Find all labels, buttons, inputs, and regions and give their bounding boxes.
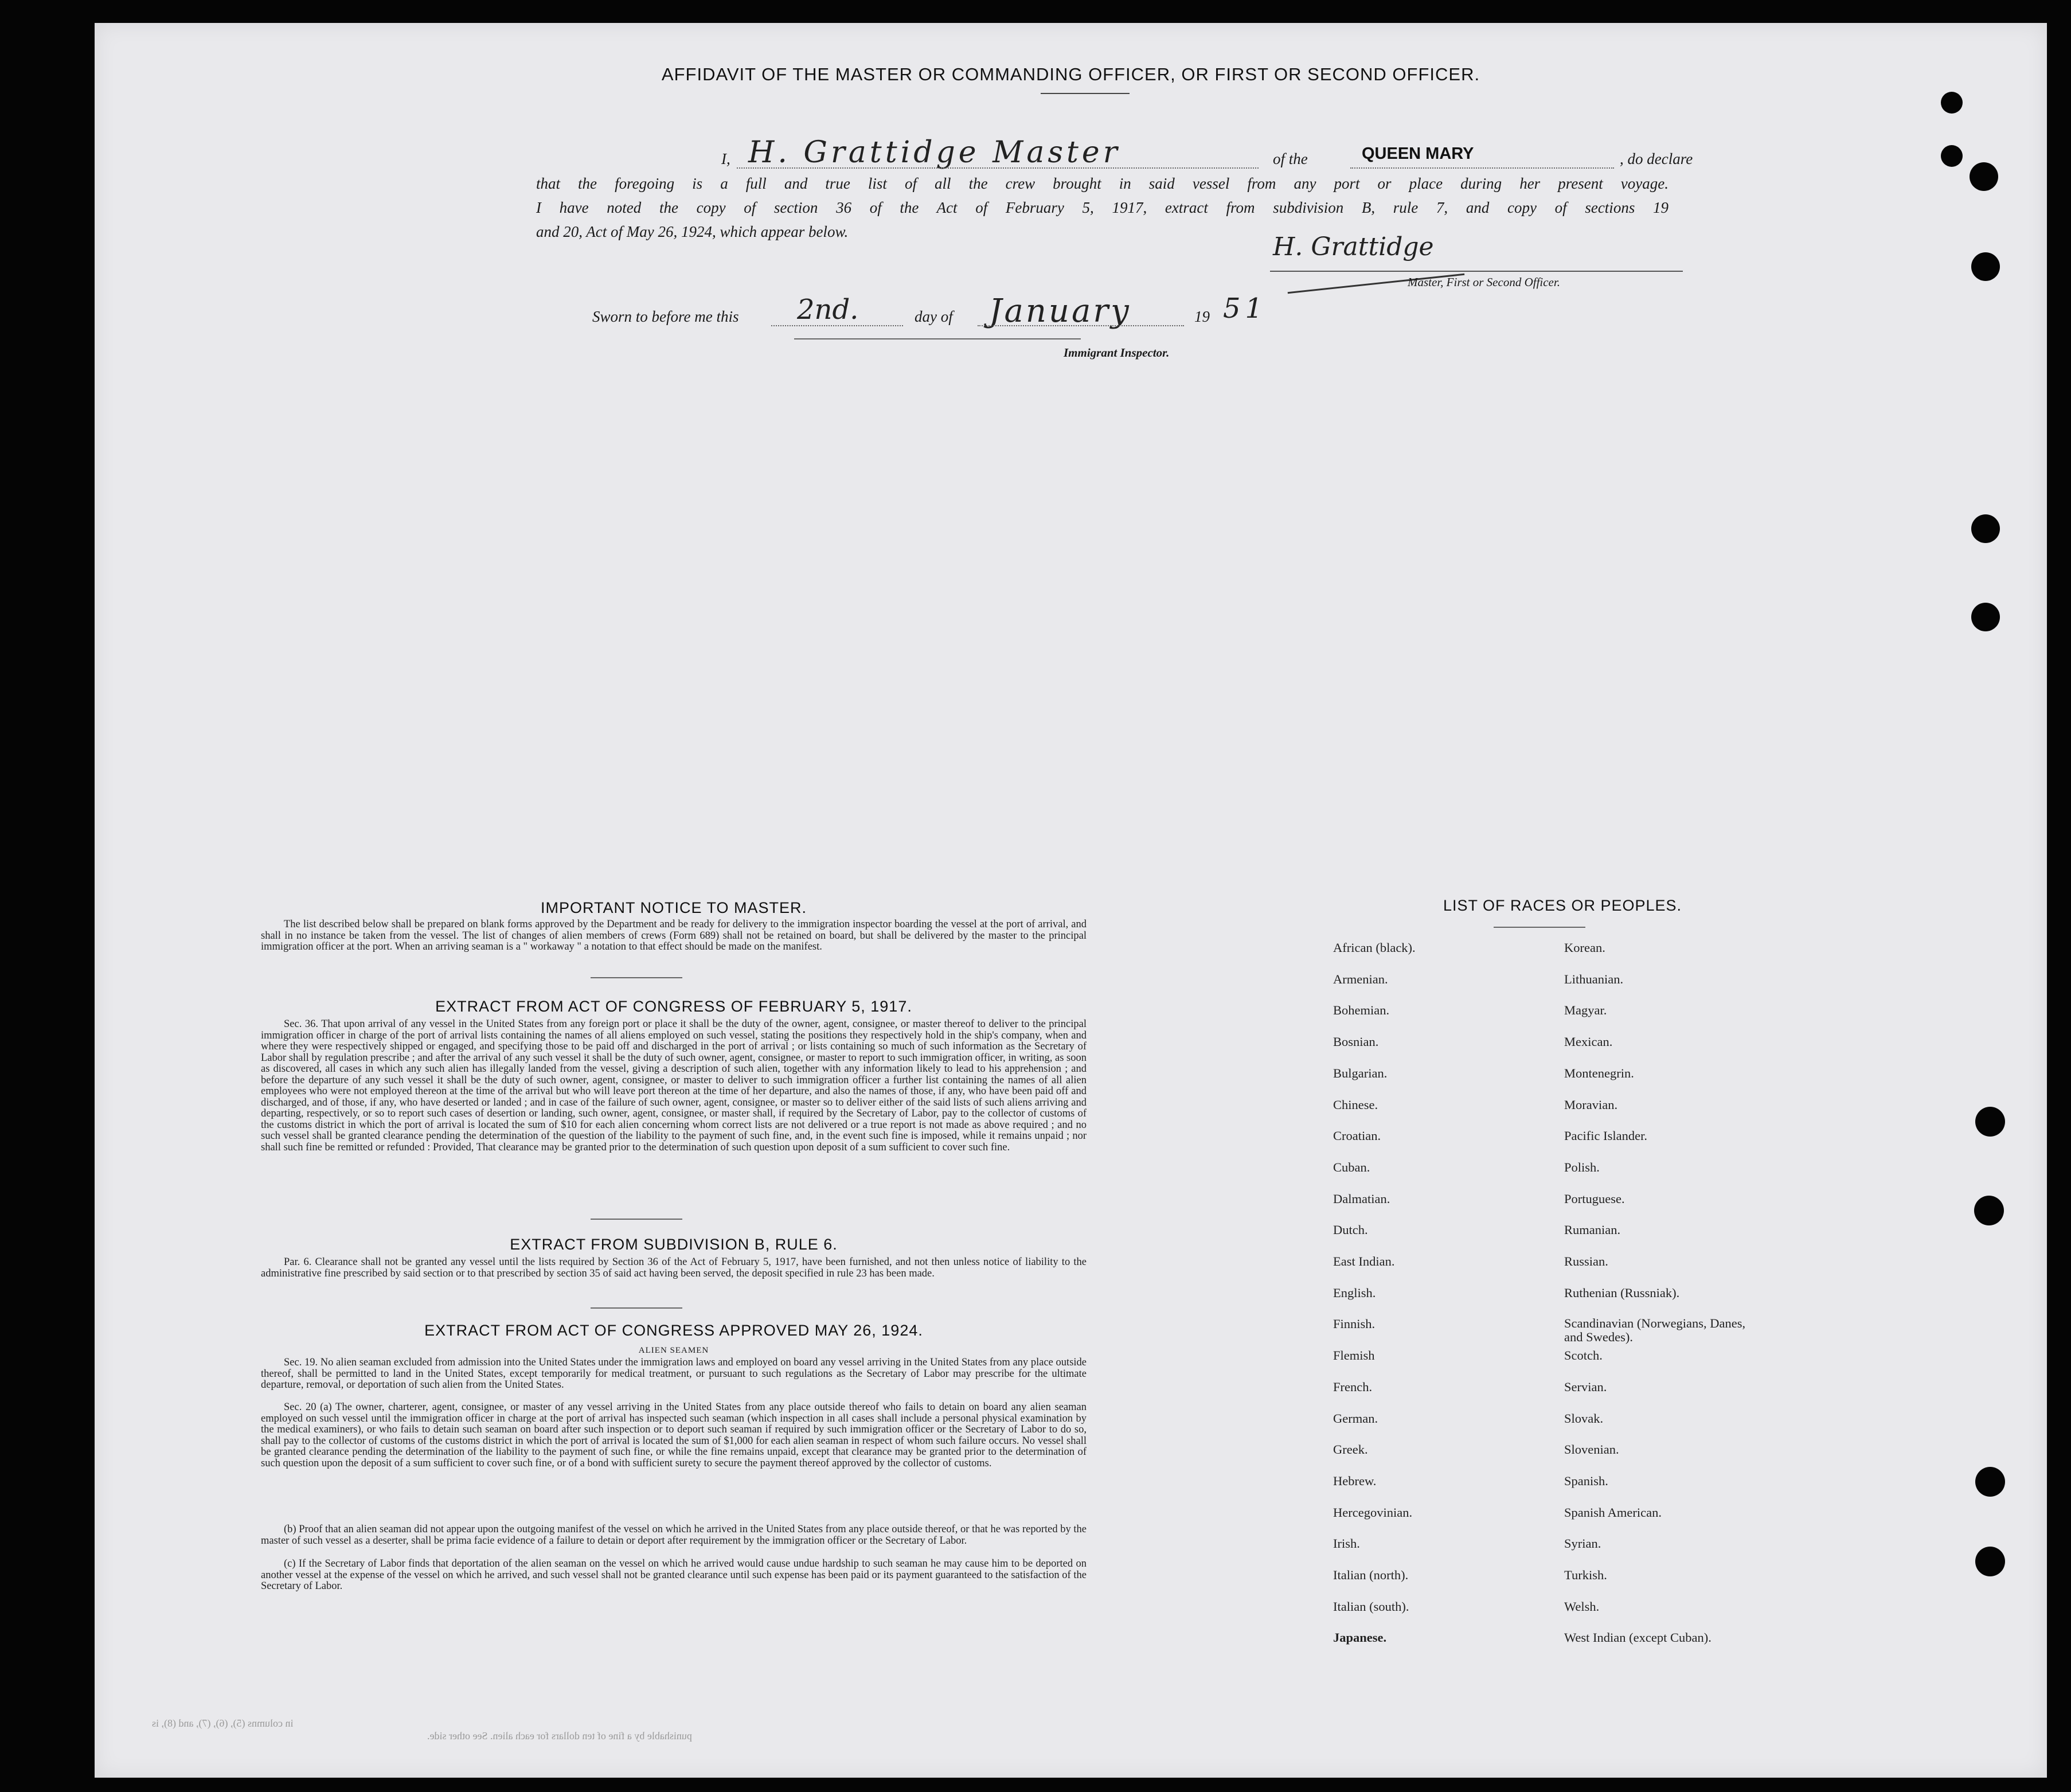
master-name-line xyxy=(737,167,1259,169)
race-item: Dutch. xyxy=(1333,1223,1368,1237)
race-item: Spanish. xyxy=(1564,1473,1608,1488)
sworn-day: 2nd. xyxy=(797,294,859,326)
sworn-prefix: Sworn to before me this xyxy=(592,308,739,325)
subdivision-b-text: Par. 6. Clearance shall not be granted any vessel until the lists required by Section 36 of the Act of February 5, 1917, have been furnished, and not then unless notice of liability to the administrative fine prescribed by said section or to that prescribed by section 35 of said act having been served, the deposit specified in rule 23 has been made. xyxy=(261,1256,1087,1279)
race-item: Rumanian. xyxy=(1564,1223,1621,1237)
punch-hole xyxy=(1975,1467,2005,1497)
race-item: Spanish American. xyxy=(1564,1505,1662,1520)
vessel-name-line xyxy=(1350,167,1614,169)
inspector-line xyxy=(794,338,1081,339)
race-item: Cuban. xyxy=(1333,1159,1370,1174)
sec19-text: Sec. 19. No alien seaman excluded from admission into the United States under the immigration laws and employed on board any vessel arriving in the United States from any place outside thereof, shall be permitted to land in the United States, except temporarily for medical treatment, or pursuant to such regulations as the Secretary of Labor may prescribe for the ultimate departure, removal, or deportation of such alien from the United States. xyxy=(261,1357,1087,1391)
race-item: Lithuanian. xyxy=(1564,971,1624,986)
punch-hole xyxy=(1971,603,2000,631)
extract-1917-text: Sec. 36. That upon arrival of any vessel in the United States from any foreign port or place it shall be the duty of the owner, agent, consignee, or master thereof to deliver to the principal immigration officer in charge of the port of arrival lists containing the names of all aliens employed on such vessel, stating the positions they respectively hold in the ship's company, when and where they were respectively shipped or engaged, and specifying those to be paid off and discharged in the port of arrival ; or lists containing so much of such information as the Secretary of Labor shall by regulation prescribe ; and after the arrival of any such vessel it shall be the duty of such owner, agent, consignee, or master to report to such immigration officer, in writing, as soon as discovered, all cases in which any such alien has illegally landed from the vessel, giving a description of such alien, together with any information likely to lead to his apprehension ; and before the departure of any such vessel it shall be the duty of such owner, agent, consignee, or master to deliver to such immigration officer a further list containing the names of all alien employees who were not employed thereon at the time of the arrival but who will leave port thereon at the time of her departure, and also the names of those, if any, who have been paid off and discharged, and of those, if any, who have deserted or landed ; and in case of the failure of such owner, agent, consignee, or master so to deliver either of the said lists of such aliens arriving and departing, respectively, or so to report such cases of desertion or landing, such owner, agent, consignee, or master shall, if required by the Secretary of Labor, pay to the collector of customs of the customs district in which the port of arrival is located the sum of $10 for each alien concerning whom correct lists are not delivered or a true report is not made as above required ; and no such vessel shall be granted clearance pending the determination of the question of the liability to the payment of such fine, and, in the event such fine is imposed, while it remains unpaid ; nor shall such fine be remitted or refunded : Provided, That clearance may be granted prior to the determination of such question upon deposit of a sum sufficient to cover such fine. xyxy=(261,1018,1087,1153)
extract-1917-title: EXTRACT FROM ACT OF CONGRESS OF FEBRUARY 5, 1917. xyxy=(435,998,912,1015)
race-item: Magyar. xyxy=(1564,1003,1607,1018)
race-item: Polish. xyxy=(1564,1159,1600,1174)
sworn-month: January xyxy=(989,292,1131,330)
race-item: Hercegovinian. xyxy=(1333,1505,1413,1520)
affidavit-line3: I have noted the copy of section 36 of the Act of February 5, 1917, extract from subdivision B, rule 7, and copy of sections 19 xyxy=(536,199,1668,216)
affidavit-line4: and 20, Act of May 26, 1924, which appear below. xyxy=(536,223,849,240)
race-item: French. xyxy=(1333,1379,1373,1394)
race-item: Armenian. xyxy=(1333,971,1388,986)
do-declare-label: , do declare xyxy=(1620,150,1693,167)
sworn-month-line xyxy=(978,325,1184,326)
race-item: Turkish. xyxy=(1564,1568,1607,1582)
race-item: Hebrew. xyxy=(1333,1473,1377,1488)
race-item: Moravian. xyxy=(1564,1097,1618,1112)
race-item: Irish. xyxy=(1333,1536,1360,1551)
race-item: Finnish. xyxy=(1333,1317,1376,1332)
race-item: Slovenian. xyxy=(1564,1442,1619,1457)
race-item: Croatian. xyxy=(1333,1129,1381,1143)
bleed-through-line1: punishable by a fine of ten dollars for each alien. See other side. xyxy=(427,1730,692,1742)
race-item: Greek. xyxy=(1333,1442,1368,1457)
race-item: Italian (north). xyxy=(1333,1568,1409,1582)
punch-hole xyxy=(1941,92,1963,114)
punch-hole xyxy=(1971,252,2000,281)
title-underline xyxy=(1041,93,1130,94)
race-item: Pacific Islander. xyxy=(1564,1129,1647,1143)
signature-line xyxy=(1270,271,1683,272)
race-item: African (black). xyxy=(1333,940,1416,955)
race-item: Syrian. xyxy=(1564,1536,1601,1551)
race-item: Flemish xyxy=(1333,1348,1375,1363)
affidavit-title: AFFIDAVIT OF THE MASTER OR COMMANDING OFFICER, OR FIRST OR SECOND OFFICER. xyxy=(661,64,1480,84)
race-item: Bohemian. xyxy=(1333,1003,1390,1018)
race-item: Montenegrin. xyxy=(1564,1065,1634,1080)
races-underline xyxy=(1494,927,1585,928)
race-item: Welsh. xyxy=(1564,1599,1600,1614)
document-page xyxy=(95,23,2047,1778)
race-item: Scandinavian (Norwegians, Danes, and Swedes). xyxy=(1564,1316,1746,1345)
subdivision-b-divider xyxy=(591,1307,682,1309)
race-item: Dalmatian. xyxy=(1333,1191,1390,1206)
notice-divider xyxy=(591,977,682,978)
master-name-handwritten: H. Grattidge Master xyxy=(748,135,1121,170)
extract-1917-divider xyxy=(591,1219,682,1220)
punch-hole xyxy=(1975,1547,2005,1576)
punch-hole xyxy=(1970,162,1998,191)
of-the-label: of the xyxy=(1273,150,1308,167)
signature-caption: Master, First or Second Officer. xyxy=(1408,275,1560,289)
race-item: Ruthenian (Russniak). xyxy=(1564,1285,1680,1300)
race-item: Portuguese. xyxy=(1564,1191,1625,1206)
year-prefix: 19 xyxy=(1194,308,1210,325)
race-item: Scotch. xyxy=(1564,1348,1603,1363)
race-item: Bosnian. xyxy=(1333,1034,1379,1049)
punch-hole xyxy=(1975,1107,2005,1137)
race-item: Korean. xyxy=(1564,940,1605,955)
year-suffix: 51 xyxy=(1223,292,1268,325)
race-item: East Indian. xyxy=(1333,1254,1395,1268)
sworn-day-line xyxy=(771,325,903,326)
races-title: LIST OF RACES OR PEOPLES. xyxy=(1443,897,1682,914)
inspector-caption: Immigrant Inspector. xyxy=(1064,346,1170,360)
race-item: Russian. xyxy=(1564,1254,1608,1268)
race-item: German. xyxy=(1333,1411,1378,1426)
bleed-through-line2: in columns (5), (6), (7), and (8), is xyxy=(152,1717,294,1729)
punch-hole xyxy=(1971,514,2000,543)
race-item: Italian (south). xyxy=(1333,1599,1409,1614)
day-of-label: day of xyxy=(915,308,953,325)
punch-hole xyxy=(1941,145,1963,167)
race-item: English. xyxy=(1333,1285,1376,1300)
extract-1924-title: EXTRACT FROM ACT OF CONGRESS APPROVED MAY 26, 1924. xyxy=(424,1322,923,1339)
master-signature: H. Grattidge xyxy=(1273,232,1434,261)
sec20c-text: (c) If the Secretary of Labor finds that deportation of the alien seaman on the vessel on which he arrived would cause undue hardship to such seaman he may cause him to be deported on another vessel at the expense of the vessel on which he arrived, and such vessel shall not be granted clearance until such expense has been paid or its payment guaranteed to the satisfaction of the Secretary of Labor. xyxy=(261,1558,1087,1592)
sec20a-text: Sec. 20 (a) The owner, charterer, agent, consignee, or master of any vessel arriving in the United States from any place outside thereof who fails to detain on board any alien seaman employed on such vessel until the immigration officer in charge at the port of arrival has inspected such seaman (which inspection in all cases shall include a personal physical examination by the medical examiners), or who fails to detain such seaman on board after such inspection or to deport such seaman if required by such immigration officer or the Secretary of Labor to do so, shall pay to the collector of customs of the customs district in which the port of arrival is located the sum of $1,000 for each alien seaman in respect of whom such failure occurs. No vessel shall be granted clearance pending the determination of the liability to the payment of such fine, or while the fine remains unpaid, except that clearance may be granted prior to the determination of such question upon the deposit of a sum sufficient to cover such fine, or of a bond with sufficient surety to secure the payment thereof approved by the collector of customs. xyxy=(261,1401,1087,1469)
affidavit-line1-prefix: I, xyxy=(721,150,730,167)
punch-hole xyxy=(1974,1196,2004,1225)
notice-title: IMPORTANT NOTICE TO MASTER. xyxy=(540,899,807,916)
race-item: West Indian (except Cuban). xyxy=(1564,1630,1711,1645)
vessel-name: QUEEN MARY xyxy=(1362,145,1474,163)
subdivision-b-title: EXTRACT FROM SUBDIVISION B, RULE 6. xyxy=(510,1236,838,1253)
race-item: Chinese. xyxy=(1333,1097,1378,1112)
race-item: Servian. xyxy=(1564,1379,1607,1394)
notice-text: The list described below shall be prepared on blank forms approved by the Department and be ready for delivery to the immigration inspector boarding the vessel at the port of arrival, and shall in no instance be taken from the vessel. The list of changes of alien members of crews (Form 689) shall not be retained on board, but shall be delivered by the master to the principal immigration officer at the port. When an arriving seaman is a " workaway " a notation to that effect should be made on the manifest. xyxy=(261,919,1087,952)
alien-seamen-subtitle: ALIEN SEAMEN xyxy=(638,1346,709,1355)
affidavit-line2: that the foregoing is a full and true list of all the crew brought in said vessel from any port or place during her present voyage. xyxy=(536,175,1668,192)
race-item: Bulgarian. xyxy=(1333,1065,1388,1080)
sec20b-text: (b) Proof that an alien seaman did not appear upon the outgoing manifest of the vessel on which he arrived in the United States from any place outside thereof, or that he was reported by the master of such vessel as a deserter, shall be prima facie evidence of a failure to detain or deport after requirement by the immigration officer or the Secretary of Labor. xyxy=(261,1524,1087,1547)
race-item: Slovak. xyxy=(1564,1411,1604,1426)
race-item: Mexican. xyxy=(1564,1034,1613,1049)
race-item: Japanese. xyxy=(1333,1630,1387,1645)
